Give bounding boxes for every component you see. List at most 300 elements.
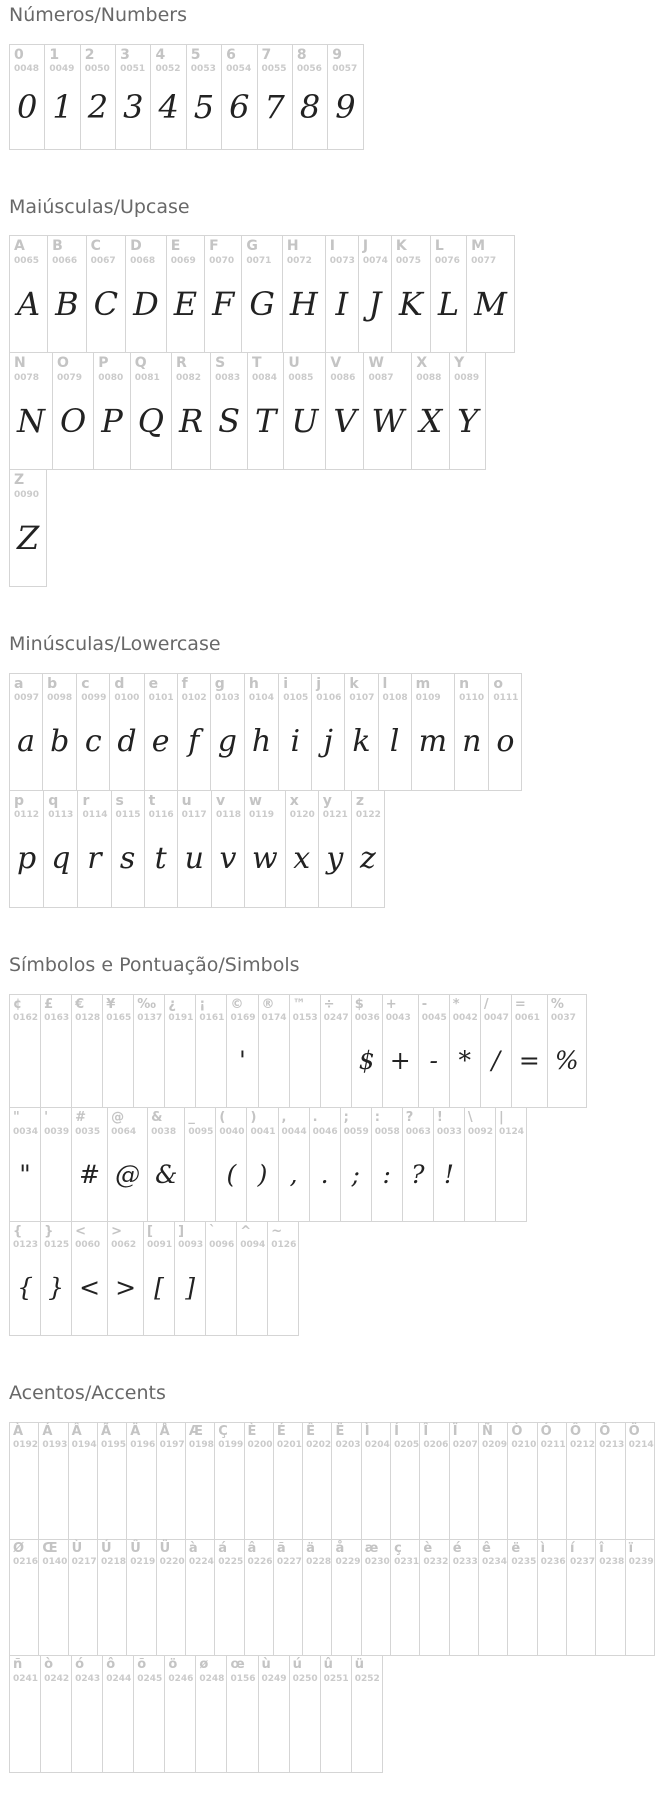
character-code: 0137 [137,1012,163,1023]
character-cell-0203 [331,1422,361,1540]
character-label: G [246,238,258,255]
character-glyph [186,1569,214,1655]
character-code: 0193 [42,1440,68,1451]
character-glyph [352,1686,382,1772]
character-label: Ñ [482,1423,493,1439]
cell-header [144,1222,174,1253]
character-cell-0199 [214,1422,244,1540]
character-glyph [245,1569,273,1655]
character-label: Ú [100,1540,112,1556]
character-cell-0235 [507,1539,537,1657]
character-label: + [385,996,397,1012]
character-cell-0033 [433,1107,465,1222]
character-code: 0110 [459,693,485,704]
character-label: / [483,996,489,1012]
character-code: 0196 [130,1440,156,1451]
character-label: 6 [226,46,236,63]
character-code: 0235 [511,1556,537,1567]
character-glyph: s [119,841,136,877]
character-cell-0050 [80,44,116,150]
cell-header [10,1222,40,1253]
character-cell-0228 [302,1539,332,1657]
character-code: 0219 [130,1556,156,1567]
character-label: Á [42,1423,53,1439]
character-cell-0225 [214,1539,244,1657]
cell-header [286,791,318,823]
character-code: 0225 [218,1556,244,1567]
character-code: 0242 [44,1673,70,1684]
character-cell-0251 [320,1655,352,1773]
character-glyph: p [17,841,37,877]
character-code: 0096 [209,1240,235,1251]
cell-header [362,1540,390,1570]
cell-header [352,1656,382,1686]
character-cell-0198 [185,1422,215,1540]
character-glyph [508,1569,536,1655]
cell-header [10,353,52,385]
character-label: { [13,1224,23,1240]
character-glyph: : [382,1159,391,1189]
character-code: 0128 [75,1012,101,1023]
character-cell-0061 [511,994,548,1109]
cell-header [205,236,241,268]
character-label: Õ [599,1423,611,1439]
character-label: Z [14,472,25,489]
character-glyph: 5 [193,87,215,126]
character-code: 0056 [296,64,322,75]
character-code: 0050 [84,64,110,75]
cell-header [39,1423,67,1453]
character-glyph: A [17,285,41,324]
character-cell-0082 [171,352,211,470]
cell-header [41,995,71,1026]
character-glyph [538,1569,566,1655]
character-cell-0075 [391,235,431,353]
cell-header [419,995,449,1026]
character-glyph [215,1453,243,1539]
character-glyph: ? [411,1159,425,1189]
character-glyph [259,1025,289,1107]
character-row [9,1655,655,1773]
character-label: ® [261,996,275,1012]
character-label: é [452,1540,462,1556]
cell-header [248,353,283,385]
cell-header [359,236,391,268]
character-glyph: . [320,1159,329,1189]
character-cell-0128 [71,994,103,1109]
character-code: 0218 [100,1556,126,1567]
character-label: t [148,792,156,809]
character-glyph: n [462,724,482,760]
character-cell-0219 [126,1539,156,1657]
character-row [9,1221,655,1336]
character-glyph: $ [358,1045,375,1075]
character-cell-0156 [226,1655,258,1773]
character-cell-0084 [247,352,284,470]
character-cell-0096 [205,1221,237,1336]
character-cell-0119 [244,790,286,908]
character-glyph: } [48,1273,65,1303]
character-label: O [57,355,69,372]
character-glyph: B [55,285,79,324]
character-glyph: 8 [299,87,321,126]
character-label: ' [44,1110,49,1126]
character-row [9,352,655,470]
character-cell-0233 [449,1539,479,1657]
character-glyph [479,1569,507,1655]
character-glyph: [ [154,1273,164,1303]
character-label: ÷ [323,996,335,1012]
character-cell-0060 [71,1221,108,1336]
character-cell-0245 [133,1655,165,1773]
character-cell-0066 [47,235,87,353]
character-cell-0116 [144,790,178,908]
character-label: Q [134,355,147,372]
character-glyph: t [154,841,167,877]
character-cell-0094 [236,1221,268,1336]
character-label: ™ [292,996,306,1012]
character-cell-0205 [390,1422,420,1540]
section-title: Números/Numbers [9,4,187,26]
character-grid [9,673,655,908]
character-code: 0101 [148,693,174,704]
character-label: Ö [628,1423,640,1439]
cell-header [127,1423,155,1453]
character-row [9,44,655,150]
cell-header [187,45,221,77]
character-label: k [349,675,359,692]
cell-header [450,995,480,1026]
cell-header [496,1108,526,1139]
character-code: 0095 [188,1126,214,1137]
character-glyph [215,1569,243,1655]
character-glyph: Y [457,402,479,441]
character-label: z [355,792,364,809]
character-glyph: ] [185,1273,195,1303]
character-cell-0165 [102,994,134,1109]
character-code: 0124 [498,1126,525,1137]
character-label: E [170,238,181,255]
character-code: 0090 [14,489,40,500]
character-label: Î [423,1423,429,1439]
character-cell-0057 [327,44,363,150]
character-grid [9,1422,655,1773]
character-code: 0069 [170,255,196,266]
character-cell-0118 [211,790,245,908]
cell-header [10,791,43,823]
character-label: & [151,1110,163,1126]
character-glyph: f [188,724,200,760]
character-code: 0091 [147,1240,173,1251]
character-cell-0092 [464,1107,496,1222]
character-label: d [114,675,125,692]
character-code: 0226 [247,1556,273,1567]
character-code: 0058 [374,1126,400,1137]
character-cell-0195 [97,1422,127,1540]
character-code: 0140 [42,1556,68,1567]
character-cell-0106 [311,673,345,791]
character-glyph [41,1025,71,1107]
cell-header [450,1540,478,1570]
character-code: 0200 [247,1440,273,1451]
character-label: Ë [335,1423,345,1439]
character-code: 0039 [44,1126,70,1137]
character-glyph: D [133,285,159,324]
cell-header [512,995,547,1026]
character-glyph: h [251,724,272,760]
character-cell-0045 [418,994,450,1109]
cell-header [41,1656,71,1686]
character-cell-0121 [318,790,352,908]
character-code: 0248 [199,1673,225,1684]
character-glyph [186,1453,214,1539]
character-label: É [276,1423,286,1439]
character-label: ~ [271,1224,283,1240]
character-cell-0073 [325,235,359,353]
cell-header [10,995,40,1026]
character-label: | [498,1110,504,1126]
character-code: 0161 [199,1012,225,1023]
character-cell-0103 [210,673,245,791]
character-code: 0198 [188,1440,214,1451]
character-label: Ô [569,1423,581,1439]
character-cell-0161 [195,994,227,1109]
character-glyph: 2 [87,87,109,126]
character-cell-0239 [625,1539,655,1657]
character-label: B [52,238,63,255]
character-glyph: L [437,285,460,324]
character-cell-0079 [52,352,94,470]
character-cell-0196 [126,1422,156,1540]
cell-header [10,45,44,77]
character-cell-0209 [478,1422,508,1540]
character-code: 0194 [71,1440,97,1451]
character-row [9,1539,655,1657]
character-label: D [130,238,142,255]
character-glyph [157,1453,185,1539]
cell-header [196,1656,226,1686]
cell-header [10,1540,38,1570]
character-code: 0076 [434,255,460,266]
character-code: 0238 [599,1556,625,1567]
cell-header [211,353,247,385]
character-cell-0242 [40,1655,72,1773]
cell-header [127,1540,155,1570]
character-code: 0116 [148,810,174,821]
character-label: A [14,238,25,255]
character-cell-0047 [480,994,512,1109]
cell-header [165,995,195,1026]
section-upper [9,196,655,587]
character-code: 0174 [261,1012,287,1023]
character-glyph: e [151,724,170,760]
character-code: 0216 [13,1556,39,1567]
character-label: ã [276,1540,286,1556]
character-code: 0046 [312,1126,338,1137]
character-code: 0048 [14,64,40,75]
cell-header [165,1656,195,1686]
character-glyph: ) [257,1159,268,1189]
character-row [9,673,655,791]
character-label: s [115,792,124,809]
character-cell-0093 [174,1221,206,1336]
character-code: 0093 [178,1240,204,1251]
character-code: 0070 [209,255,235,266]
cell-header [341,1108,371,1139]
character-code: 0064 [111,1126,137,1137]
character-cell-0058 [371,1107,403,1222]
character-code: 0040 [219,1126,245,1137]
character-glyph [72,1025,102,1107]
character-label: S [215,355,226,372]
cell-header [216,1108,246,1139]
character-glyph: 7 [264,87,285,126]
character-cell-0039 [40,1107,72,1222]
character-label: W [368,355,384,372]
cell-header [293,45,327,77]
character-cell-0120 [285,790,319,908]
character-label: Ì [364,1423,370,1439]
character-label: : [374,1110,380,1126]
character-code: 0074 [362,255,388,266]
character-code: 0203 [335,1440,361,1451]
character-cell-0089 [449,352,486,470]
cell-header [284,353,325,385]
cell-header [345,674,377,706]
character-code: 0247 [323,1012,349,1023]
character-label: ù [261,1657,271,1673]
character-cell-0107 [344,673,378,791]
cell-header [72,1108,107,1139]
character-cell-0115 [111,790,145,908]
cell-header [326,236,358,268]
character-cell-0122 [351,790,385,908]
cell-header [145,674,177,706]
character-label: p [14,792,25,809]
cell-header [227,1656,257,1686]
character-glyph: T [255,402,277,441]
character-cell-0091 [143,1221,175,1336]
character-glyph [10,1569,38,1655]
cell-header [626,1423,654,1453]
character-code: 0036 [354,1012,380,1023]
character-label: Å [159,1423,170,1439]
character-cell-0126 [267,1221,299,1336]
character-cell-0035 [71,1107,108,1222]
cell-header [274,1540,302,1570]
character-label: 1 [49,46,60,63]
character-label: Ä [130,1423,141,1439]
character-code: 0071 [246,255,272,266]
character-label: ¥ [106,996,116,1012]
character-cell-0055 [257,44,293,150]
character-code: 0068 [130,255,156,266]
cell-header [145,791,177,823]
cell-header [134,1656,164,1686]
character-label: f [181,675,188,692]
character-label: á [218,1540,227,1556]
character-cell-0236 [537,1539,567,1657]
cell-header [303,1540,331,1570]
character-code: 0244 [106,1673,132,1684]
character-label: a [14,675,24,692]
cell-header [178,674,210,706]
cell-header [108,1222,143,1253]
cell-header [412,353,449,385]
character-cell-0070 [204,235,242,353]
cell-header [420,1540,448,1570]
character-glyph: 4 [158,87,179,126]
cell-header [364,353,411,385]
character-code: 0107 [349,693,375,704]
character-cell-0080 [93,352,131,470]
cell-header [321,1656,351,1686]
character-label: b [47,675,58,692]
character-cell-0217 [68,1539,98,1657]
character-glyph: ; [351,1159,360,1189]
character-label: [ [147,1224,153,1240]
character-glyph [362,1569,390,1655]
character-cell-0230 [361,1539,391,1657]
character-glyph: z [359,841,376,877]
character-label: © [230,996,244,1012]
character-cell-0247 [320,994,352,1109]
character-glyph: = [518,1045,540,1075]
character-glyph [274,1453,302,1539]
character-code: 0125 [44,1240,70,1251]
character-glyph [165,1025,195,1107]
cell-header [10,236,47,268]
character-glyph [134,1025,164,1107]
cell-header [103,995,133,1026]
character-glyph [206,1253,236,1335]
character-code: 0042 [452,1012,478,1023]
cell-header [403,1108,433,1139]
character-code: 0230 [364,1556,390,1567]
character-label: 3 [120,46,130,63]
character-code: 0237 [569,1556,595,1567]
character-cell-0213 [595,1422,625,1540]
character-label: " [13,1110,20,1126]
character-label: ó [75,1657,85,1673]
character-label: j [316,675,322,692]
character-glyph [321,1025,351,1107]
character-cell-0101 [144,673,178,791]
character-glyph [538,1453,566,1539]
character-glyph: E [173,285,198,324]
character-label: e [148,675,159,692]
character-label: 0 [14,46,24,63]
character-glyph [134,1686,164,1772]
character-label: V [330,355,342,372]
character-cell-0238 [595,1539,625,1657]
character-glyph [450,1453,478,1539]
character-label: û [323,1657,333,1673]
character-code: 0195 [100,1440,126,1451]
character-code: 0081 [134,372,160,383]
character-code: 0034 [13,1126,39,1137]
character-glyph: , [289,1159,298,1189]
character-code: 0059 [343,1126,369,1137]
character-code: 0117 [181,810,207,821]
cell-header [126,236,166,268]
cell-header [352,791,384,823]
character-cell-0043 [382,994,419,1109]
character-code: 0072 [286,255,312,266]
character-code: 0066 [52,255,78,266]
character-cell-0252 [351,1655,383,1773]
cell-header [222,45,256,77]
